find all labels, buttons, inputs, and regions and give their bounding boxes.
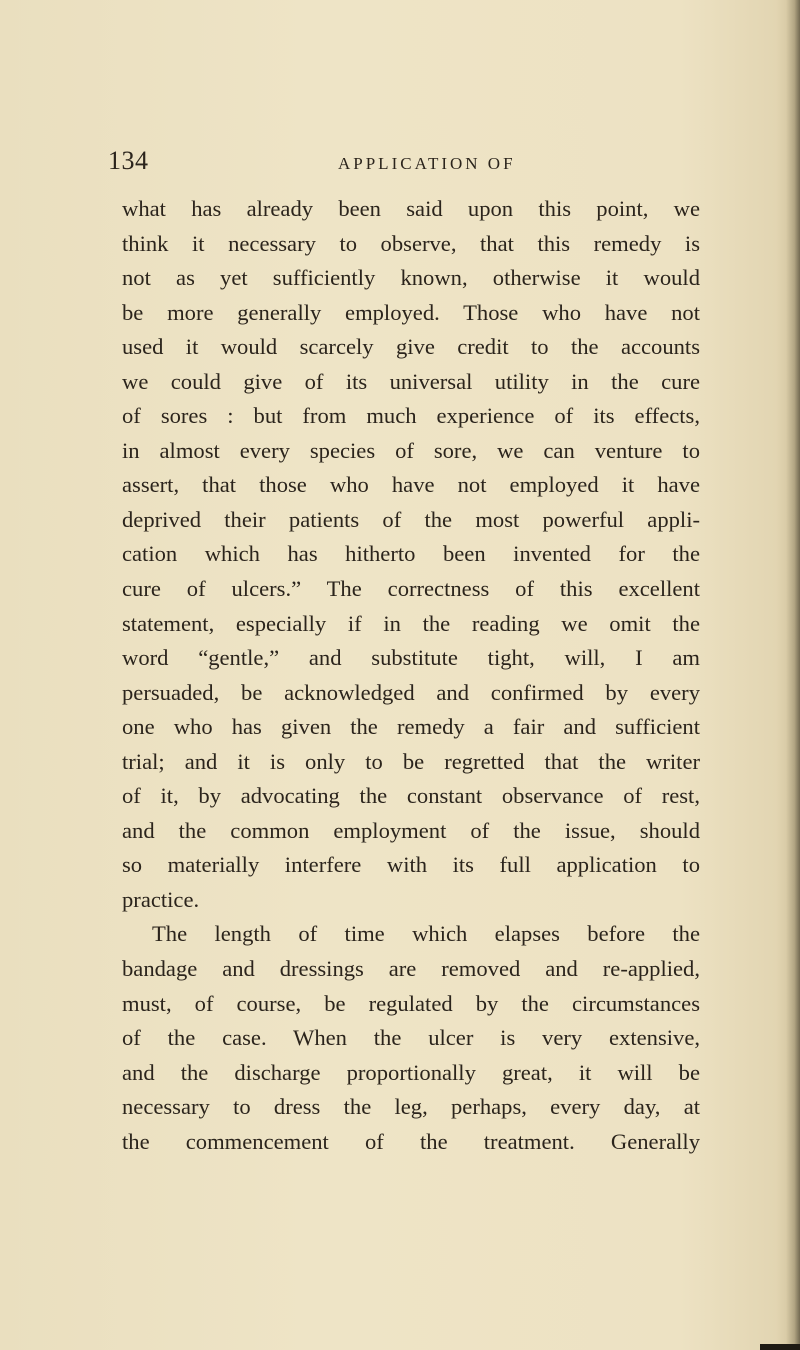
text-line: necessary to dress the leg, perhaps, every day, at xyxy=(122,1094,700,1120)
page-number: 134 xyxy=(108,146,149,175)
text-line: in almost every species of sore, we can venture to xyxy=(122,437,700,463)
text-line: word “gentle,” and substitute tight, will, I am xyxy=(122,645,700,671)
text-line: used it would scarcely give credit to the accounts xyxy=(122,334,700,360)
text-line: must, of course, be regulated by the circumstances xyxy=(122,990,700,1016)
text-line: what has already been said upon this point, we xyxy=(122,196,700,221)
text-line: the commencement of the treatment. Generally xyxy=(122,1128,700,1154)
running-head: APPLICATION OF xyxy=(338,154,516,173)
text-line: trial; and it is only to be regretted that the writer xyxy=(122,748,700,774)
text-line: think it necessary to observe, that this remedy is xyxy=(122,230,700,256)
text-line: persuaded, be acknowledged and confirmed by every xyxy=(122,679,700,705)
page-header xyxy=(108,146,708,182)
text-line: of it, by advocating the constant observance of rest, xyxy=(122,783,700,809)
body-text xyxy=(122,192,700,1159)
paragraph-start-line: The length of time which elapses before the xyxy=(152,921,700,947)
text-line: be more generally employed. Those who have not xyxy=(122,299,700,325)
text-line: one who has given the remedy a fair and sufficient xyxy=(122,714,700,740)
text-line: deprived their patients of the most powerful appli- xyxy=(122,506,700,532)
scan-corner-mark xyxy=(760,1344,800,1350)
text-line: cation which has hitherto been invented for the xyxy=(122,541,700,567)
paragraph-end-line: practice. xyxy=(122,886,200,912)
text-line: cure of ulcers.” The correctness of this excellent xyxy=(122,576,700,602)
text-line: and the discharge proportionally great, it will be xyxy=(122,1059,700,1085)
text-line: of sores : but from much experience of its effects, xyxy=(122,403,700,429)
text-line: not as yet sufficiently known, otherwise it would xyxy=(122,265,700,291)
page-edge-shadow xyxy=(786,0,800,1350)
text-line: and the common employment of the issue, should xyxy=(122,817,700,843)
text-line: we could give of its universal utility in the cure xyxy=(122,368,700,394)
text-line: statement, especially if in the reading we omit the xyxy=(122,610,700,636)
text-line: so materially interfere with its full application to xyxy=(122,852,700,878)
text-line: bandage and dressings are removed and re-applied, xyxy=(122,956,700,982)
text-line: assert, that those who have not employed it have xyxy=(122,472,700,498)
text-line: of the case. When the ulcer is very extensive, xyxy=(122,1025,700,1051)
